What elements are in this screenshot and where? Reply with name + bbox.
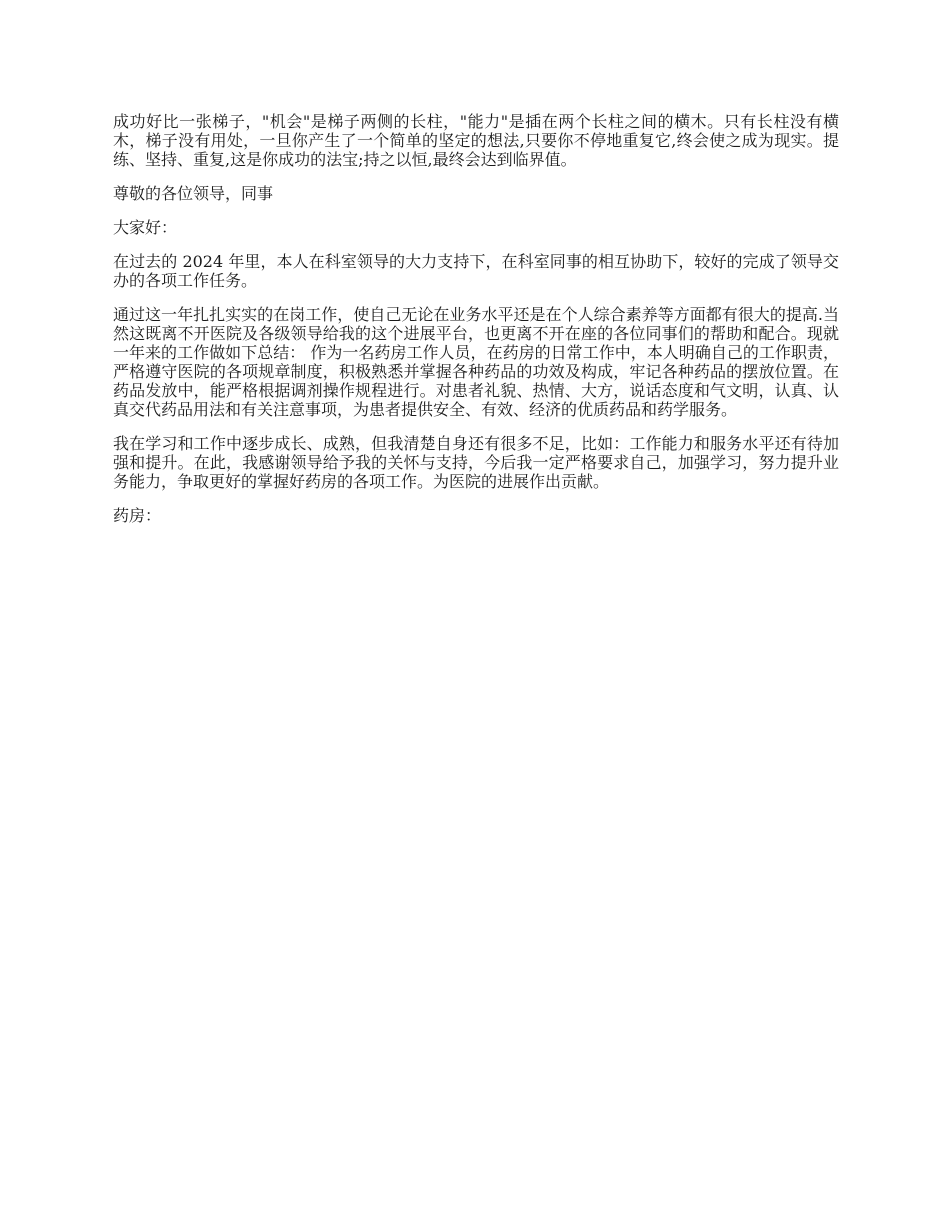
paragraph-greeting: 大家好： <box>113 218 178 237</box>
paragraph-reflection: 我在学习和工作中逐步成长、成熟，但我清楚自身还有很多不足，比如：工作能力和服务水平还有待加强和提升。在此，我感谢领导给予我的关怀与支持，今后我一定严格要求自己，加强学习，努力提升业务能力，争取更好的掌握好药房的各项工作。为医院的进展作出贡献。 <box>113 434 839 491</box>
paragraph-work-summary: 通过这一年扎扎实实的在岗工作，使自己无论在业务水平还是在个人综合素养等方面都有很大的提高.当然这既离不开医院及各级领导给我的这个进展平台，也更离不开在座的各位同事们的帮助和配合。现就一年来的工作做如下总结： 作为一名药房工作人员，在药房的日常工作中，本人明确自己的工作职责，严格遵守医院的各项规章制度，积极熟悉并掌握各种药品的功效及构成，牢记各种药品的摆放位置。在药品发放中，能严格根据调剂操作规程进行。对患者礼貌、热情、大方，说话态度和气文明，认真、认真交代药品用法和有关注意事项，为患者提供安全、有效、经济的优质药品和药学服务。 <box>113 305 839 419</box>
paragraph-intro: 在过去的 2024 年里，本人在科室领导的大力支持下，在科室同事的相互协助下，较好的完成了领导交办的各项工作任务。 <box>113 252 839 290</box>
paragraph-salutation: 尊敬的各位领导，同事 <box>113 184 274 203</box>
document-body <box>113 112 839 540</box>
paragraph-ladder-metaphor: 成功好比一张梯子，"机会"是梯子两侧的长柱，"能力"是插在两个长柱之间的横木。只有长柱没有横木，梯子没有用处，一旦你产生了一个简单的坚定的想法,只要你不停地重复它,终会使之成为现实。提练、坚持、重复,这是你成功的法宝;持之以恒,最终会达到临界值。 <box>113 112 839 169</box>
paragraph-signature: 药房： <box>113 506 162 525</box>
